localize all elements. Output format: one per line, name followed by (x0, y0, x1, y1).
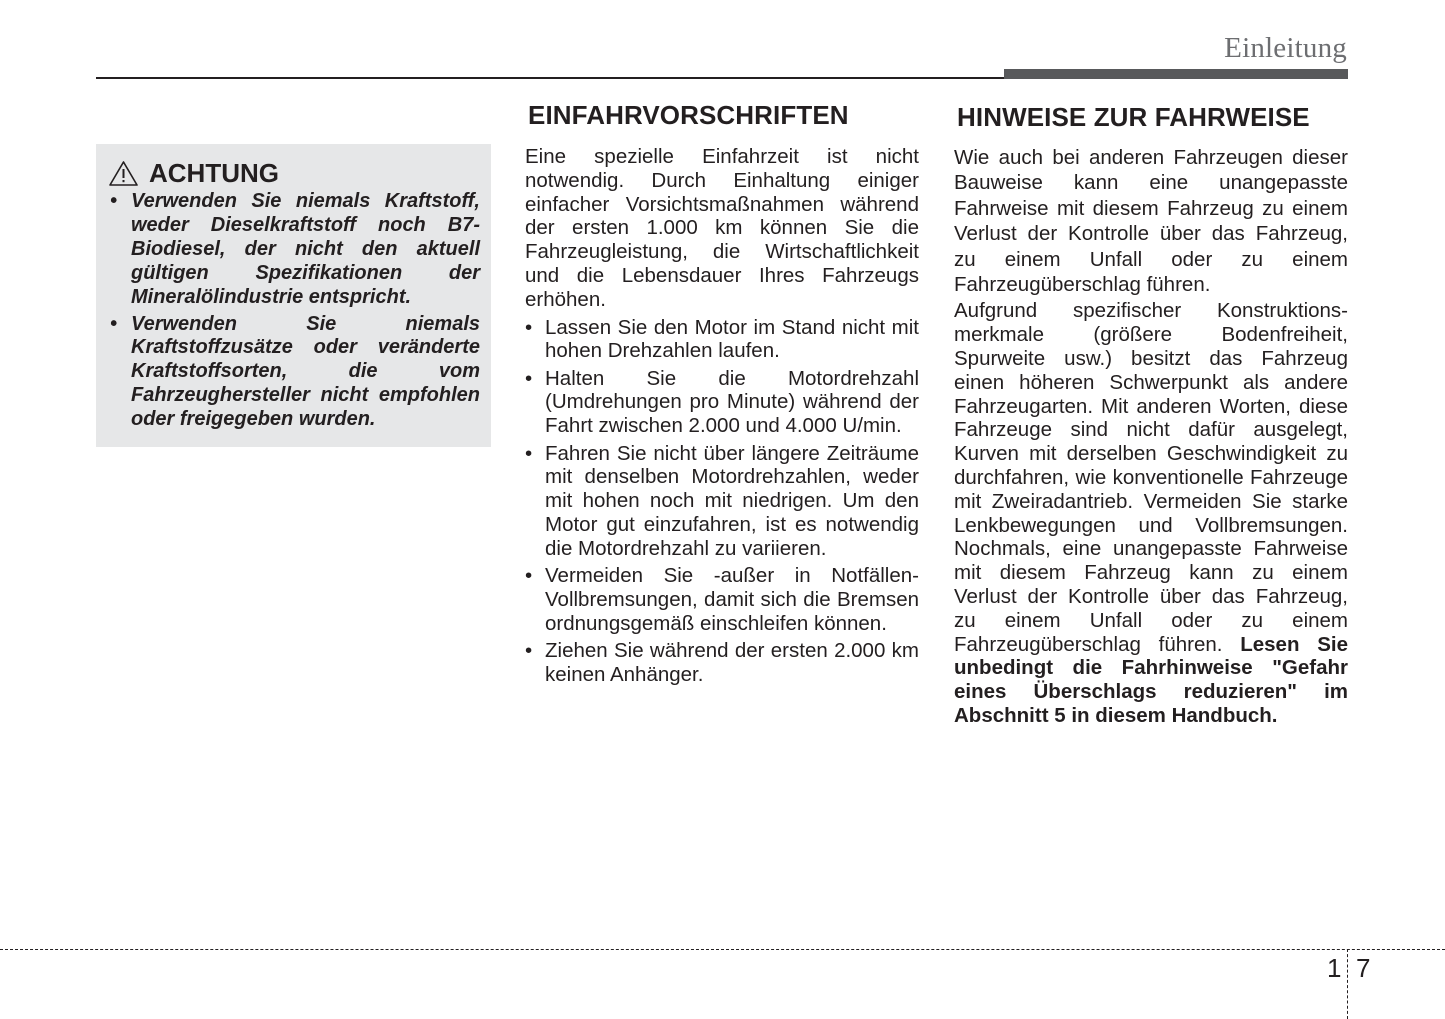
warning-title: ACHTUNG (149, 157, 279, 188)
footer-page-divider (1347, 949, 1348, 1019)
driving-heading: HINWEISE ZUR FAHRWEISE (957, 102, 1310, 132)
section-title: Einleitung (1224, 32, 1347, 64)
chapter-number: 1 (1327, 953, 1342, 983)
driving-section (954, 98, 1348, 730)
driving-paragraph-1: Wie auch bei anderen Fahrzeugen dieser Bauweise kann eine unangepasste Fahrweise mit diesem Fahrzeug zu einem Verlust der Kontrolle über das Fahrzeug, zu einem Unfall oder zu einem Fahrzeugüberschlag führen. (954, 146, 1348, 297)
break-in-section (525, 98, 919, 690)
warning-triangle-icon (108, 160, 139, 187)
warning-list (108, 190, 480, 432)
footer-dashed-rule (0, 949, 1445, 950)
list-item: • Vermeiden Sie -außer in Notfällen- Vollbremsungen, damit sich die Bremsen ordnungsgemäß einschleifen können. (525, 564, 919, 635)
list-item: • Halten Sie die Motordrehzahl (Umdrehungen pro Minute) während der Fahrt zwischen 2.000 und 4.000 U/min. (525, 367, 919, 438)
page-number: 7 (1356, 953, 1371, 983)
driving-paragraph-2-text: Aufgrund spezifischer Konstruktions-merkmale (größere Bodenfreiheit, Spurweite usw.) besitzt das Fahrzeug einen höheren Schwerpunkt als andere Fahrzeugarten. Mit anderen Worten, diese Fahrzeuge sind nicht dafür ausgelegt, Kurven mit derselben Geschwindigkeit zu durchfahren, wie konventionelle Fahrzeuge mit Zweiradantrieb. Vermeiden Sie starke Lenkbewegungen und Vollbremsungen. Nochmals, eine unangepasste Fahrweise mit diesem Fahrzeug kann zu einem Verlust der Kontrolle über das Fahrzeug, zu einem Unfall oder zu einem Fahrzeugüberschlag führen. (954, 299, 1348, 656)
warning-header (108, 156, 480, 190)
break-in-heading: EINFAHRVORSCHRIFTEN (528, 100, 849, 130)
list-item: • Ziehen Sie während der ersten 2.000 km keinen Anhänger. (525, 639, 919, 687)
break-in-list (525, 316, 919, 687)
warning-item: • Verwenden Sie niemals Kraftstoffzusätze oder veränderte Kraftstoffsorten, die vom Fahrzeughersteller nicht empfohlen oder freigegeben wurden. (108, 313, 480, 433)
warning-box (96, 144, 491, 447)
header-rule (96, 77, 1004, 79)
header-rule-accent (1004, 69, 1348, 79)
list-item: • Fahren Sie nicht über längere Zeiträume mit denselben Motordrehzahlen, weder mit hohen noch mit niedrigen. Um den Motor gut einzufahren, ist es notwendig die Motordrehzahl zu variieren. (525, 442, 919, 561)
break-in-intro: Eine spezielle Einfahrzeit ist nicht notwendig. Durch Einhaltung einiger einfacher Vorsichtsmaßnahmen während der ersten 1.000 km können Sie die Fahrzeugleistung, die Wirtschaftlichkeit und die Lebensdauer Ihres Fahrzeugs erhöhen. (525, 145, 919, 311)
driving-paragraph-2 (954, 299, 1348, 727)
driving-paragraph-2-bold: Lesen Sie unbedingt die Fahrhinweise "Gefahr eines Überschlags reduzieren" im Abschnitt 5 in diesem Handbuch. (954, 632, 1348, 727)
warning-item: • Verwenden Sie niemals Kraftstoff, weder Dieselkraftstoff noch B7-Biodiesel, der nicht den aktuell gültigen Spezifikationen der Mineralölindustrie entspricht. (108, 190, 480, 310)
list-item: • Lassen Sie den Motor im Stand nicht mit hohen Drehzahlen laufen. (525, 316, 919, 364)
